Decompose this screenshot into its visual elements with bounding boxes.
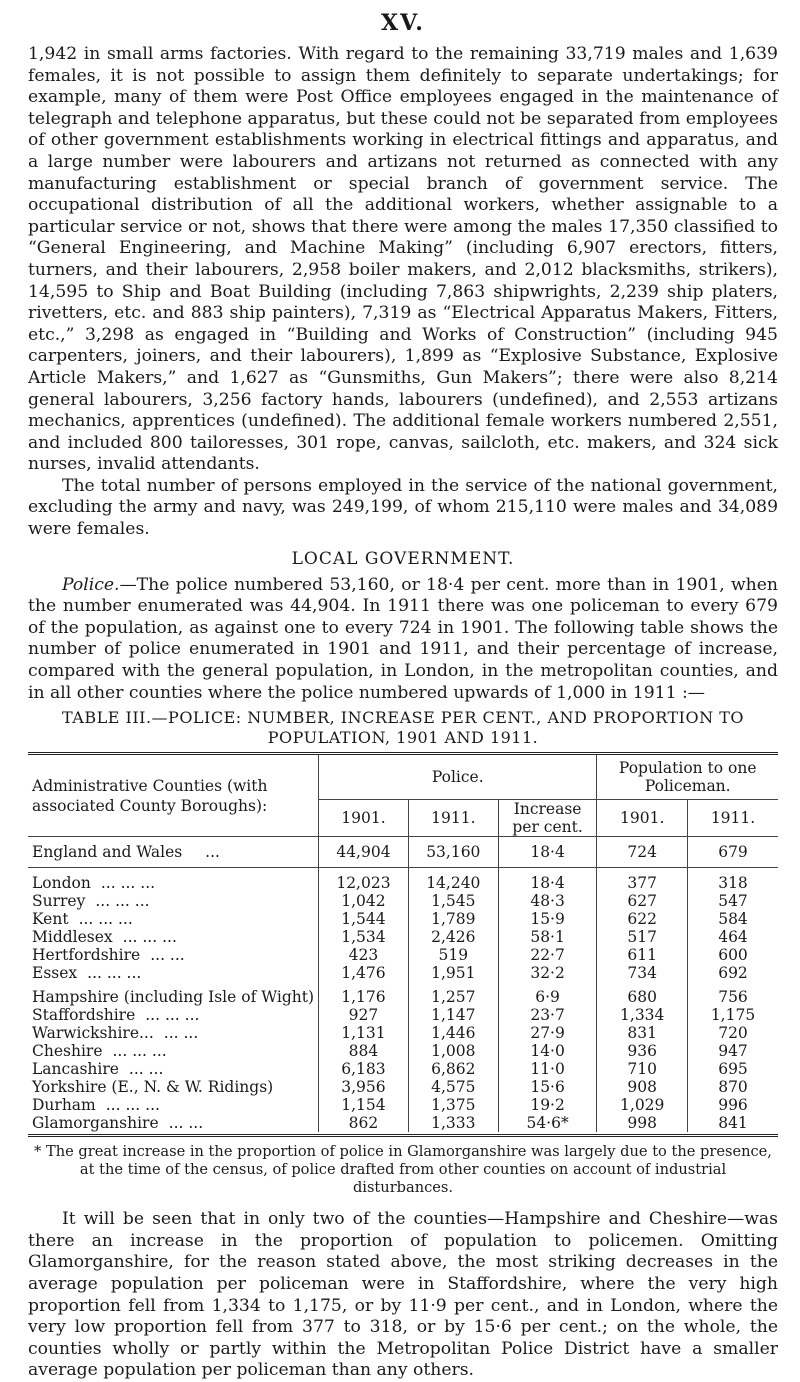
cell-increase: 18·4: [498, 837, 597, 868]
cell-police-1911: 1,789: [408, 910, 498, 928]
cell-pop-1911: 584: [688, 910, 779, 928]
table-row: [28, 1006, 778, 1024]
col-header-1911: 1911.: [408, 800, 498, 837]
cell-police-1911: 519: [408, 946, 498, 964]
body-paragraph-1: 1,942 in small arms factories. With regard to the remaining 33,719 males and 1,639 females, it is not possible to assign them definitely to separate undertakings; for example, many of them were Post Office employees engaged in the maintenance of telegraph and telephone apparatus, but these could not be separated from employees of other government establishments working in electrical fittings and apparatus, and a large number were labourers and artizans not returned as connected with any manufacturing establishment or special branch of government service. The occupational distribution of all the additional workers, whether assignable to a particular service or not, shows that there were among the males 17,350 classified to “General Engineering, and Machine Making” (including 6,907 erectors, fitters, turners, and their labourers, 2,958 boiler makers, and 2,012 blacksmiths, strikers), 14,595 to Ship and Boat Building (including 7,863 shipwrights, 2,239 ship platers, rivetters, etc. and 883 ship painters), 7,319 as “Electrical Apparatus Makers, Fitters, etc.,” 3,298 as engaged in “Building and Works of Construction” (including 945 carpenters, joiners, and their labourers), 1,899 as “Explosive Substance, Explosive Article Makers,” and 1,627 as “Gunsmiths, Gun Makers”; there were also 8,214 general labourers, 3,256 factory hands, labourers (undefined), and 2,553 artizans mechanics, apprentices (undefined). The additional female workers numbered 2,551, and included 800 tailoresses, 301 rope, canvas, sailcloth, etc. makers, and 324 sick nurses, invalid attendants.: [28, 44, 778, 475]
table-row: [28, 910, 778, 928]
closing-paragraph: It will be seen that in only two of the counties—Hampshire and Cheshire—was there an increase in the proportion of population to policemen. Omitting Glamorganshire, for the reason stated above, the most striking decreases in the average population per policeman were in Staffordshire, where the very high proportion fell from 1,334 to 1,175, or by 11·9 per cent., and in London, where the very low proportion fell from 377 to 318, or by 15·6 per cent.; on the whole, the counties wholly or partly within the Metropolitan Police District have a smaller average population per policeman than any others.: [28, 1209, 778, 1381]
cell-police-1911: 1,545: [408, 892, 498, 910]
cell-pop-1911: 695: [688, 1060, 779, 1078]
row-name: London ... ... ...: [32, 874, 156, 893]
table-row: [28, 946, 778, 964]
cell-increase: 27·9: [498, 1024, 597, 1042]
cell-increase: 15·6: [498, 1078, 597, 1096]
cell-pop-1911: 756: [688, 982, 779, 1006]
cell-increase: 18·4: [498, 868, 597, 893]
col-header-increase: Increase per cent.: [498, 800, 597, 837]
stub-header: Administrative Counties (with associated County Boroughs):: [32, 776, 268, 815]
cell-increase: 32·2: [498, 964, 597, 982]
cell-pop-1911: 679: [688, 837, 779, 868]
row-name: England and Wales ...: [28, 837, 319, 868]
cell-police-1901: 6,183: [319, 1060, 409, 1078]
cell-police-1911: 6,862: [408, 1060, 498, 1078]
row-name: Kent ... ... ...: [32, 910, 133, 929]
cell-pop-1901: 724: [597, 837, 688, 868]
cell-pop-1901: 831: [597, 1024, 688, 1042]
cell-police-1901: 3,956: [319, 1078, 409, 1096]
cell-police-1911: 4,575: [408, 1078, 498, 1096]
police-table: [28, 752, 778, 1137]
cell-police-1901: 1,042: [319, 892, 409, 910]
col-header-1901: 1901.: [319, 800, 409, 837]
cell-pop-1911: 318: [688, 868, 779, 893]
cell-pop-1901: 936: [597, 1042, 688, 1060]
row-name: Staffordshire ... ... ...: [32, 1006, 200, 1025]
cell-increase: 11·0: [498, 1060, 597, 1078]
col-header-pop-1911: 1911.: [688, 800, 779, 837]
row-name: Hertfordshire ... ...: [32, 946, 185, 965]
cell-police-1911: 1,375: [408, 1096, 498, 1114]
row-name: Cheshire ... ... ...: [32, 1042, 167, 1061]
cell-pop-1901: 710: [597, 1060, 688, 1078]
row-name: Hampshire (including Isle of Wight): [32, 988, 315, 1007]
cell-increase: 23·7: [498, 1006, 597, 1024]
cell-police-1901: 1,131: [319, 1024, 409, 1042]
cell-pop-1911: 841: [688, 1114, 779, 1132]
cell-police-1911: 1,147: [408, 1006, 498, 1024]
table-row: [28, 868, 778, 893]
group-header-police: Police.: [319, 754, 597, 800]
cell-pop-1901: 998: [597, 1114, 688, 1132]
cell-police-1901: 862: [319, 1114, 409, 1132]
table-row: [28, 1024, 778, 1042]
cell-increase: 54·6*: [498, 1114, 597, 1132]
cell-police-1901: 12,023: [319, 868, 409, 893]
section-heading: LOCAL GOVERNMENT.: [291, 548, 515, 569]
table-row: [28, 1078, 778, 1096]
table-footnote: * The great increase in the proportion of police in Glamorganshire was largely due to the presence, at the time of the census, of police drafted from other counties on account of industrial disturbances.: [34, 1143, 772, 1197]
cell-police-1911: 1,951: [408, 964, 498, 982]
cell-police-1911: 14,240: [408, 868, 498, 893]
col-header-pop-1901: 1901.: [597, 800, 688, 837]
table-row: [28, 1060, 778, 1078]
cell-pop-1901: 611: [597, 946, 688, 964]
cell-increase: 48·3: [498, 892, 597, 910]
table-row: [28, 964, 778, 982]
cell-pop-1901: 622: [597, 910, 688, 928]
cell-pop-1911: 464: [688, 928, 779, 946]
cell-police-1911: 1,333: [408, 1114, 498, 1132]
row-name: Essex ... ... ...: [32, 964, 142, 983]
table-row: [28, 928, 778, 946]
cell-pop-1901: 908: [597, 1078, 688, 1096]
cell-pop-1911: 692: [688, 964, 779, 982]
cell-pop-1911: 947: [688, 1042, 779, 1060]
cell-pop-1911: 720: [688, 1024, 779, 1042]
cell-police-1911: 1,008: [408, 1042, 498, 1060]
police-lead: Police.: [62, 574, 120, 595]
cell-increase: 58·1: [498, 928, 597, 946]
row-name: Warwickshire... ... ...: [32, 1024, 199, 1043]
cell-increase: 15·9: [498, 910, 597, 928]
cell-pop-1901: 734: [597, 964, 688, 982]
table-row-total: [28, 837, 778, 868]
row-name: Glamorganshire ... ...: [32, 1114, 204, 1133]
cell-pop-1901: 517: [597, 928, 688, 946]
table-row: [28, 892, 778, 910]
row-name: Middlesex ... ... ...: [32, 928, 177, 947]
cell-police-1901: 423: [319, 946, 409, 964]
cell-police-1901: 927: [319, 1006, 409, 1024]
cell-pop-1911: 547: [688, 892, 779, 910]
body-paragraph-2: The total number of persons employed in the service of the national government, excluding the army and navy, was 249,199, of whom 215,110 were males and 34,089 were females.: [28, 475, 778, 540]
cell-increase: 22·7: [498, 946, 597, 964]
table-row: [28, 1096, 778, 1114]
table-caption: TABLE III.—POLICE: NUMBER, INCREASE PER CENT., AND PROPORTION TO POPULATION, 1901 AND 1911.: [62, 708, 744, 748]
row-name: Yorkshire (E., N. & W. Ridings): [32, 1078, 274, 1097]
cell-pop-1901: 627: [597, 892, 688, 910]
cell-police-1911: 53,160: [408, 837, 498, 868]
cell-police-1901: 1,534: [319, 928, 409, 946]
table-row: [28, 1042, 778, 1060]
cell-pop-1911: 600: [688, 946, 779, 964]
cell-increase: 6·9: [498, 982, 597, 1006]
cell-pop-1911: 996: [688, 1096, 779, 1114]
cell-police-1911: 1,257: [408, 982, 498, 1006]
row-name: Surrey ... ... ...: [32, 892, 150, 911]
cell-police-1911: 1,446: [408, 1024, 498, 1042]
table-body: [28, 837, 778, 1133]
police-text: —The police numbered 53,160, or 18·4 per cent. more than in 1901, when the number enumerated was 44,904. In 1911 there was one policeman to every 679 of the population, as against one to every 724 in 1901. The following table shows the number of police enumerated in 1901 and 1911, and their percentage of increase, compared with the general population, in London, in the metropolitan counties, and in all other counties where the police numbered upwards of 1,000 in 1911 :—: [28, 574, 778, 703]
cell-pop-1911: 870: [688, 1078, 779, 1096]
police-paragraph: [28, 575, 778, 705]
cell-increase: 14·0: [498, 1042, 597, 1060]
cell-police-1901: 1,544: [319, 910, 409, 928]
cell-increase: 19·2: [498, 1096, 597, 1114]
row-name: Lancashire ... ...: [32, 1060, 164, 1079]
cell-pop-1901: 1,334: [597, 1006, 688, 1024]
page-number: XV.: [381, 10, 425, 36]
cell-pop-1901: 1,029: [597, 1096, 688, 1114]
table-row: [28, 1114, 778, 1132]
table-row: [28, 982, 778, 1006]
cell-pop-1901: 680: [597, 982, 688, 1006]
cell-pop-1901: 377: [597, 868, 688, 893]
row-name: Durham ... ... ...: [32, 1096, 160, 1115]
cell-police-1911: 2,426: [408, 928, 498, 946]
group-header-population: Population to one Policeman.: [597, 754, 778, 800]
cell-police-1901: 1,176: [319, 982, 409, 1006]
cell-police-1901: 44,904: [319, 837, 409, 868]
cell-police-1901: 884: [319, 1042, 409, 1060]
cell-police-1901: 1,476: [319, 964, 409, 982]
cell-pop-1911: 1,175: [688, 1006, 779, 1024]
cell-police-1901: 1,154: [319, 1096, 409, 1114]
